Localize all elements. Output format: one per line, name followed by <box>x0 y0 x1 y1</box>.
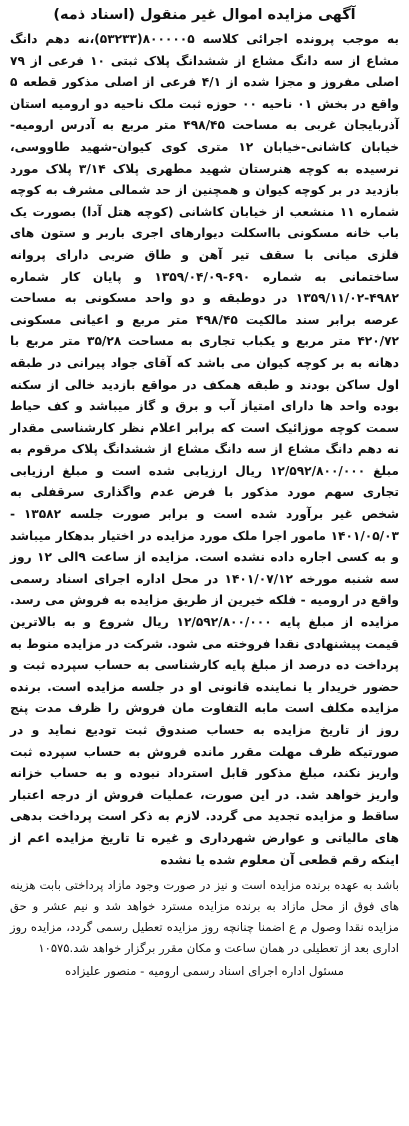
notice-footer: باشد به عهده برنده مزایده است و نیز در صورت وجود مازاد پرداختی بابت هزینه های فوق از محل مازاد به برنده مزایده مسترد خواهد شد و نیم عشر و حق مزایده نقدا وصول م ع اضمنا چنانچه روز مزایده تعطیل رسمی گردد، مزایده روز اداری بعد از تعطیلی در همان ساعت و مکان مقرر برگزار خواهد شد.۱۰۵۷۵ <box>10 878 399 956</box>
notice-body <box>10 29 399 871</box>
notice-signature: مسئول اداره اجرای اسناد رسمی ارومیه - منصور علیزاده <box>65 964 344 979</box>
auction-notice <box>6 4 403 1122</box>
notice-title: آگهی مزایده اموال غیر منقول (اسناد ذمه) <box>53 7 356 23</box>
notice-paragraph: به موجب پرونده اجرائی کلاسه ۸۰۰۰۰۰۵(۵۳۲۳۳)،نه دهم دانگ مشاع از سه دانگ مشاع از ششدانگ پلاک ثبتی ۱۰ فرعی از ۷۹ اصلی مفروز و مجزا شده از ۴/۱ فرعی از اصلی مذکور قطعه ۵ واقع در بخش ۰۱ ناحیه ۰۰ حوزه ثبت ملک ناحیه دو ارومیه استان آذربایجان غربی به مساحت ۴۹۸/۴۵ متر مربع به آدرس ارومیه-خیابان کاشانی-خیابان ۱۲ متری کوی کیوان-شهید طاووسی، نرسیده به کوچه هنرستان شهید مطهری پلاک ۳/۱۴ پلاک مورد بازدید در بر کوچه کیوان و همچنین از حد شمالی مشرف به کوچه شماره ۱۱ منشعب از خیابان کاشانی (کوچه هتل آدا) بصورت یک باب خانه مسکونی بااسکلت دیوارهای اجری باربر و ستون های فلزی میانی با سقف تیر آهن و طاق ضربی دارای پروانه ساختمانی به شماره ۶۹۰-۱۳۵۹/۰۴/۰۹ و پایان کار شماره ۴۹۸۲-۱۳۵۹/۱۱/۰۲ در دوطبقه و دو واحد مسکونی به مساحت عرصه برابر سند مالکیت ۴۹۸/۴۵ متر مربع و اعیانی مسکونی ۴۲۰/۷۲ متر مربع و یکباب تجاری به مساحت ۳۵/۲۸ متر مربع با دهانه به بر کوچه کیوان می باشد که آقای جواد پیرانی در طبقه اول ساکن بودند و طبقه همکف در مواقع بازدید خالی از سکنه بوده واحد ها دارای امتیاز آب و برق و گاز میباشد و کف حیاط سمت کوچه موزائیک است که برابر اعلام نظر کارشناسی مقدار نه دهم دانگ مشاع از سه دانگ مشاع از ششدانگ پلاک مرقوم به مبلغ ۱۲/۵۹۲/۸۰۰/۰۰۰ ریال ارزیابی شده است و مبلغ ارزیابی تجاری سهم مورد مذکور با فرض عدم واگذاری سرقفلی به شخص غیر برآورد شده است و برابر صورت جلسه ۱۳۵۸۲ - ۱۴۰۱/۰۵/۰۳ مامور اجرا ملک مورد مزایده در اختیار بدهکار میباشد و به کسی اجاره داده نشده است. مزایده از ساعت ۹الی ۱۲ روز سه شنبه مورخه ۱۴۰۱/۰۷/۱۲ در محل اداره اجرای اسناد رسمی واقع در ارومیه - فلکه خیرین از طریق مزایده به فروش می رسد. مزایده از مبلغ پایه ۱۲/۵۹۲/۸۰۰/۰۰۰ ریال شروع و به بالاترین قیمت پیشنهادی نقدا فروخته می شود. شرکت در مزایده منوط به پرداخت ده درصد از مبلغ پایه کارشناسی به حساب سپرده ثبت و حضور خریدار یا نماینده قانونی او در جلسه مزایده است. برنده مزایده مکلف است مابه التفاوت مان فروش را ظرف مدت پنج روز از تاریخ مزایده به حساب صندوق ثبت تودیع نماید و در صورتیکه ظرف مهلت مقرر مانده فروش به حساب سپرده ثبت واریز نکند، مبلغ مذکور قابل استرداد نبوده و به حساب خزانه واریز خواهد شد. در این صورت، عملیات فروش از درجه اعتبار ساقط و مزایده تجدید می گردد. لازم به ذکر است پرداخت بدهی های مالیاتی و عوارض شهرداری و غیره تا تاریخ مزایده اعم از اینکه رقم قطعی آن معلوم شده یا نشده <box>10 32 400 867</box>
